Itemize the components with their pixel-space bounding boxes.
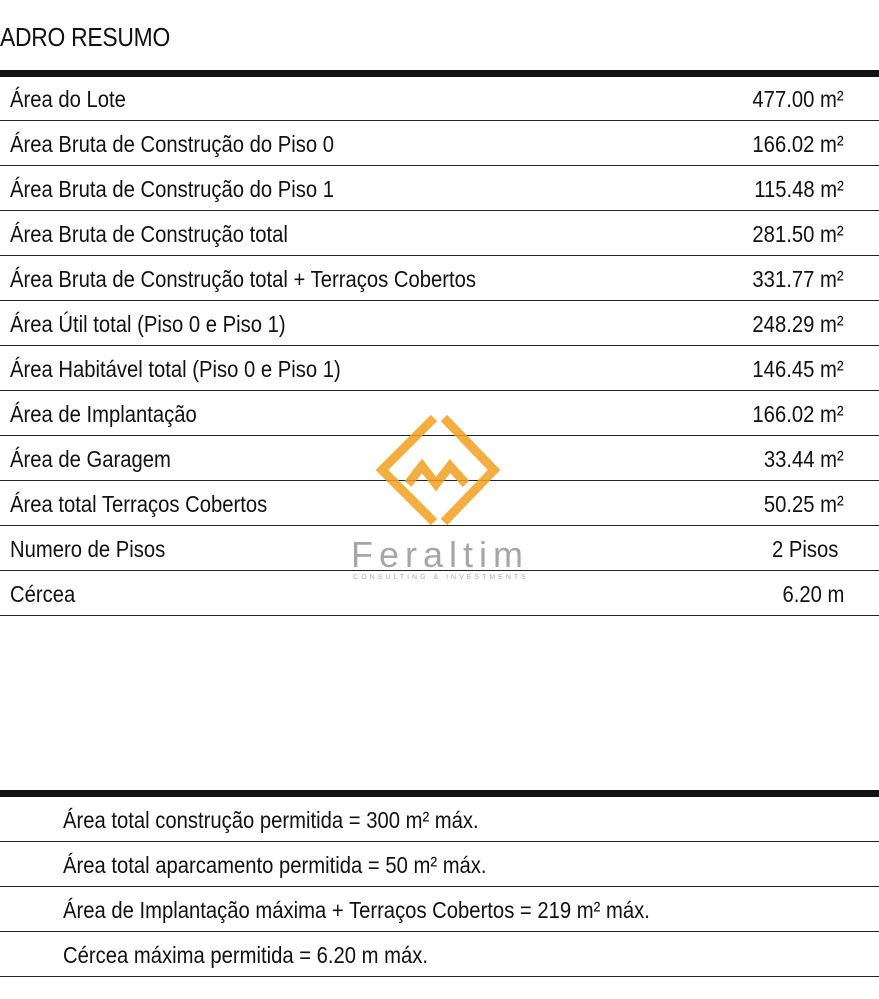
table-row: [0, 166, 879, 211]
table-row: [0, 526, 879, 571]
summary-table: [0, 76, 879, 616]
row-value: 166.02 m²: [752, 401, 844, 427]
row-value: 477.00 m²: [752, 86, 844, 112]
row-value: 33.44 m²: [764, 446, 844, 472]
row-value: 2 Pisos: [771, 536, 838, 562]
table-row: [0, 301, 879, 346]
row-label: Área de Garagem: [10, 446, 171, 472]
row-value: 331.77 m²: [752, 266, 844, 292]
table-row: [0, 571, 879, 616]
limit-text: Área total aparcamento permitida = 50 m² máx.: [63, 852, 487, 878]
list-item: [0, 842, 879, 887]
row-value: 281.50 m²: [752, 221, 844, 247]
limit-text: Cércea máxima permitida = 6.20 m máx.: [63, 942, 429, 968]
row-label: Numero de Pisos: [10, 536, 166, 562]
table-row: [0, 391, 879, 436]
limit-text: Área total construção permitida = 300 m² máx.: [63, 807, 479, 833]
list-item: [0, 797, 879, 842]
row-value: 248.29 m²: [752, 311, 844, 337]
limits-table: [0, 797, 879, 977]
watermark-name: Feraltim: [350, 534, 529, 575]
row-label: Área do Lote: [10, 86, 126, 112]
limit-text: Área de Implantação máxima + Terraços Cobertos = 219 m² máx.: [63, 897, 650, 923]
row-value: 6.20 m: [782, 581, 844, 607]
table-row: [0, 211, 879, 256]
list-item: [0, 887, 879, 932]
table-row: [0, 346, 879, 391]
table-row: [0, 121, 879, 166]
table-row: [0, 76, 879, 121]
list-item: [0, 932, 879, 977]
row-label: Área Bruta de Construção do Piso 1: [10, 176, 335, 202]
limits-divider: [0, 790, 879, 797]
row-label: Cércea: [10, 581, 76, 607]
row-label: Área Útil total (Piso 0 e Piso 1): [10, 311, 286, 337]
table-row: [0, 256, 879, 301]
row-label: Área Habitável total (Piso 0 e Piso 1): [10, 356, 341, 382]
row-value: 166.02 m²: [752, 131, 844, 157]
table-row: [0, 436, 879, 481]
row-label: Área Bruta de Construção total: [10, 221, 288, 247]
row-label: Área Bruta de Construção do Piso 0: [10, 131, 335, 157]
table-row: [0, 481, 879, 526]
page-title: ADRO RESUMO: [0, 22, 170, 52]
row-value: 50.25 m²: [764, 491, 844, 517]
row-value: 115.48 m²: [754, 176, 844, 202]
row-label: Área Bruta de Construção total + Terraços Cobertos: [10, 266, 476, 292]
row-label: Área de Implantação: [10, 401, 197, 427]
watermark-tagline: CONSULTING & INVESTMENTS: [353, 574, 529, 581]
row-value: 146.45 m²: [752, 356, 844, 382]
row-label: Área total Terraços Cobertos: [10, 491, 268, 517]
